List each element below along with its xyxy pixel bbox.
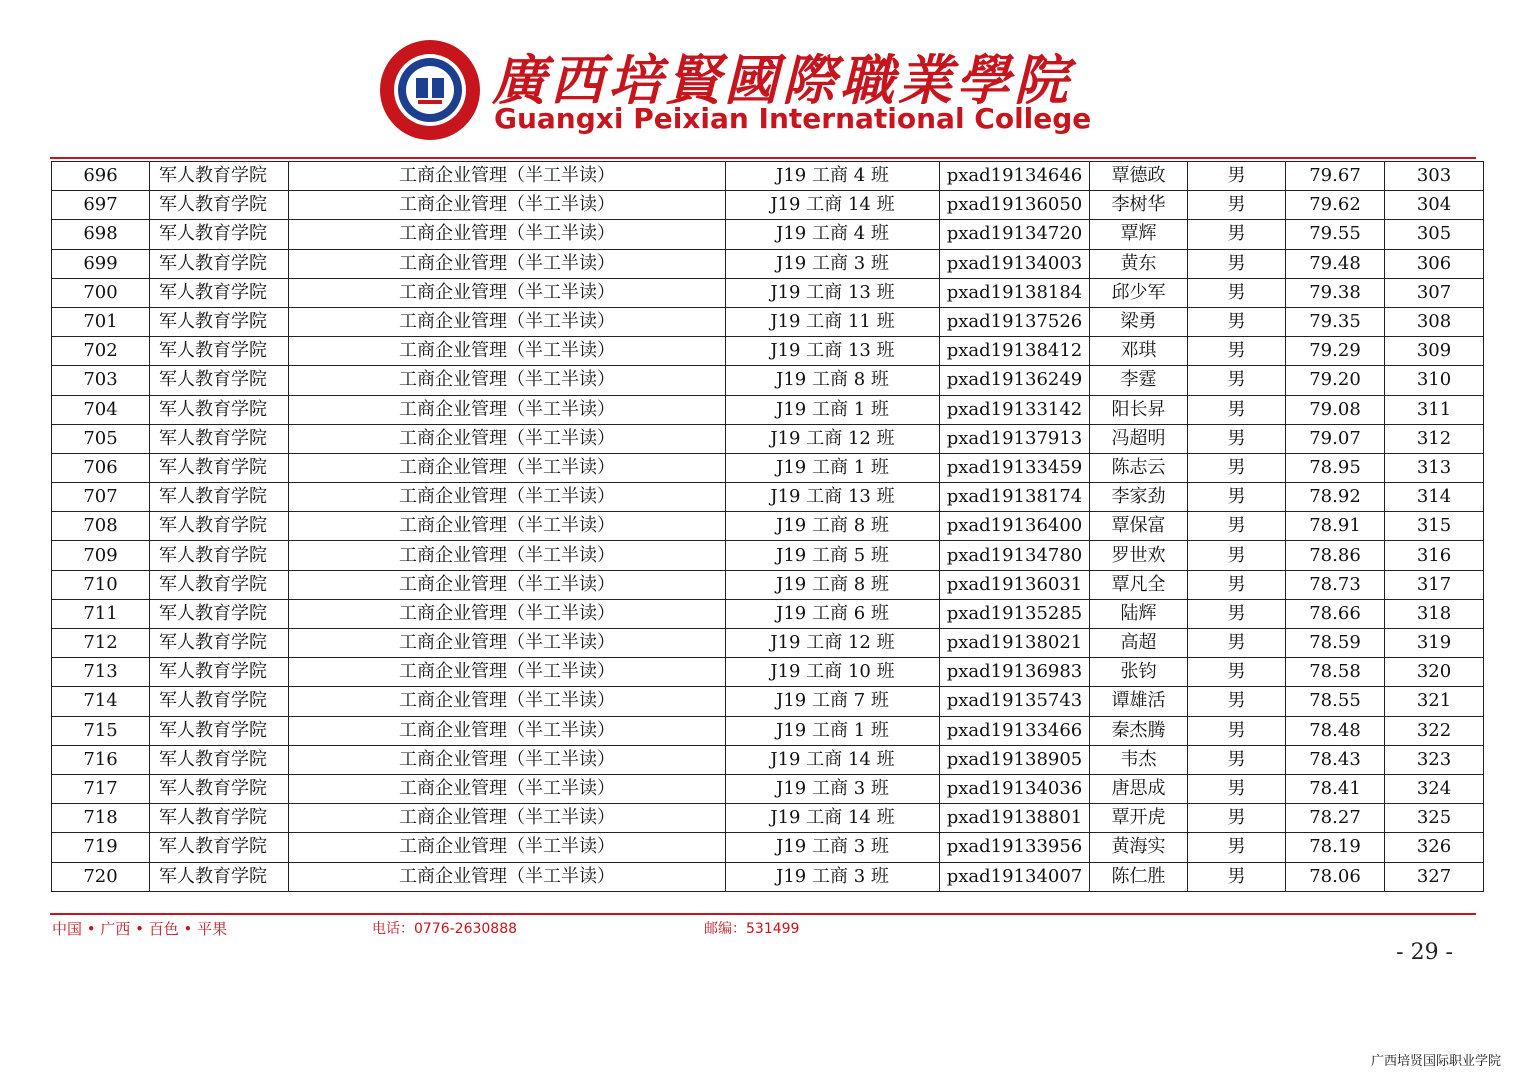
cell-gender: 男: [1188, 307, 1286, 336]
cell-student-id: pxad19135285: [940, 599, 1090, 628]
cell-class: J19 工商 3 班: [726, 249, 940, 278]
cell-rank: 319: [1385, 629, 1484, 658]
cell-major: 工商企业管理（半工半读）: [289, 716, 726, 745]
cell-rank: 314: [1385, 483, 1484, 512]
cell-major: 工商企业管理（半工半读）: [289, 599, 726, 628]
cell-name: 邓琪: [1090, 337, 1188, 366]
cell-student-id: pxad19136400: [940, 512, 1090, 541]
cell-rank: 321: [1385, 687, 1484, 716]
cell-major: 工商企业管理（半工半读）: [289, 862, 726, 891]
cell-name: 韦杰: [1090, 745, 1188, 774]
cell-gender: 男: [1188, 424, 1286, 453]
cell-name: 陈仁胜: [1090, 862, 1188, 891]
cell-student-id: pxad19136249: [940, 366, 1090, 395]
cell-score: 78.06: [1286, 862, 1385, 891]
table-row: [52, 337, 1484, 366]
cell-score: 79.20: [1286, 366, 1385, 395]
cell-seq: 716: [52, 745, 150, 774]
cell-student-id: pxad19136031: [940, 570, 1090, 599]
cell-rank: 311: [1385, 395, 1484, 424]
cell-gender: 男: [1188, 687, 1286, 716]
cell-rank: 310: [1385, 366, 1484, 395]
table-row: [52, 483, 1484, 512]
cell-class: J19 工商 10 班: [726, 658, 940, 687]
cell-seq: 717: [52, 774, 150, 803]
cell-student-id: pxad19138021: [940, 629, 1090, 658]
cell-rank: 317: [1385, 570, 1484, 599]
cell-class: J19 工商 7 班: [726, 687, 940, 716]
table-row: [52, 774, 1484, 803]
cell-score: 78.58: [1286, 658, 1385, 687]
cell-class: J19 工商 14 班: [726, 745, 940, 774]
cell-department: 军人教育学院: [150, 745, 289, 774]
cell-score: 78.48: [1286, 716, 1385, 745]
cell-score: 78.66: [1286, 599, 1385, 628]
college-name-chinese: 廣西培賢國際職業學院: [492, 48, 1072, 112]
cell-name: 李家劲: [1090, 483, 1188, 512]
cell-gender: 男: [1188, 862, 1286, 891]
cell-class: J19 工商 5 班: [726, 541, 940, 570]
cell-rank: 324: [1385, 774, 1484, 803]
cell-class: J19 工商 8 班: [726, 366, 940, 395]
cell-score: 79.67: [1286, 162, 1385, 191]
table-row: [52, 395, 1484, 424]
cell-department: 军人教育学院: [150, 483, 289, 512]
footer-zipcode: 邮编：531499: [704, 921, 800, 937]
cell-score: 78.59: [1286, 629, 1385, 658]
cell-name: 张钧: [1090, 658, 1188, 687]
table-row: [52, 162, 1484, 191]
cell-score: 79.55: [1286, 220, 1385, 249]
cell-name: 覃开虎: [1090, 804, 1188, 833]
cell-class: J19 工商 3 班: [726, 862, 940, 891]
cell-seq: 709: [52, 541, 150, 570]
cell-student-id: pxad19134003: [940, 249, 1090, 278]
cell-department: 军人教育学院: [150, 833, 289, 862]
cell-gender: 男: [1188, 599, 1286, 628]
table-row: [52, 716, 1484, 745]
cell-score: 79.07: [1286, 424, 1385, 453]
cell-score: 78.55: [1286, 687, 1385, 716]
cell-seq: 701: [52, 307, 150, 336]
cell-seq: 711: [52, 599, 150, 628]
cell-department: 军人教育学院: [150, 541, 289, 570]
cell-seq: 698: [52, 220, 150, 249]
cell-name: 梁勇: [1090, 307, 1188, 336]
cell-class: J19 工商 14 班: [726, 191, 940, 220]
cell-major: 工商企业管理（半工半读）: [289, 395, 726, 424]
cell-major: 工商企业管理（半工半读）: [289, 162, 726, 191]
cell-class: J19 工商 14 班: [726, 804, 940, 833]
cell-department: 军人教育学院: [150, 278, 289, 307]
cell-major: 工商企业管理（半工半读）: [289, 366, 726, 395]
table-row: [52, 424, 1484, 453]
table-row: [52, 833, 1484, 862]
table-row: [52, 541, 1484, 570]
cell-major: 工商企业管理（半工半读）: [289, 191, 726, 220]
cell-gender: 男: [1188, 716, 1286, 745]
cell-student-id: pxad19134646: [940, 162, 1090, 191]
table-row: [52, 366, 1484, 395]
cell-seq: 699: [52, 249, 150, 278]
cell-name: 阳长昇: [1090, 395, 1188, 424]
cell-student-id: pxad19138801: [940, 804, 1090, 833]
cell-student-id: pxad19138412: [940, 337, 1090, 366]
cell-gender: 男: [1188, 570, 1286, 599]
cell-name: 秦杰腾: [1090, 716, 1188, 745]
cell-seq: 705: [52, 424, 150, 453]
cell-student-id: pxad19135743: [940, 687, 1090, 716]
cell-gender: 男: [1188, 512, 1286, 541]
cell-rank: 327: [1385, 862, 1484, 891]
cell-seq: 715: [52, 716, 150, 745]
cell-seq: 702: [52, 337, 150, 366]
cell-department: 军人教育学院: [150, 804, 289, 833]
cell-name: 覃保富: [1090, 512, 1188, 541]
cell-seq: 696: [52, 162, 150, 191]
cell-student-id: pxad19138174: [940, 483, 1090, 512]
cell-major: 工商企业管理（半工半读）: [289, 307, 726, 336]
cell-seq: 703: [52, 366, 150, 395]
cell-seq: 712: [52, 629, 150, 658]
cell-class: J19 工商 12 班: [726, 424, 940, 453]
table-row: [52, 249, 1484, 278]
cell-name: 谭雄活: [1090, 687, 1188, 716]
cell-student-id: pxad19134720: [940, 220, 1090, 249]
cell-gender: 男: [1188, 483, 1286, 512]
cell-department: 军人教育学院: [150, 774, 289, 803]
cell-score: 78.95: [1286, 453, 1385, 482]
cell-department: 军人教育学院: [150, 716, 289, 745]
cell-rank: 326: [1385, 833, 1484, 862]
cell-major: 工商企业管理（半工半读）: [289, 774, 726, 803]
cell-major: 工商企业管理（半工半读）: [289, 512, 726, 541]
table-row: [52, 745, 1484, 774]
cell-department: 军人教育学院: [150, 687, 289, 716]
cell-major: 工商企业管理（半工半读）: [289, 424, 726, 453]
cell-department: 军人教育学院: [150, 862, 289, 891]
cell-department: 军人教育学院: [150, 220, 289, 249]
footer-phone: 电话：0776-2630888: [372, 921, 518, 937]
watermark-text: 广西培贤国际职业学院: [1370, 1054, 1501, 1069]
cell-name: 罗世欢: [1090, 541, 1188, 570]
cell-seq: 704: [52, 395, 150, 424]
cell-student-id: pxad19136050: [940, 191, 1090, 220]
cell-major: 工商企业管理（半工半读）: [289, 833, 726, 862]
cell-major: 工商企业管理（半工半读）: [289, 658, 726, 687]
table-body: [52, 162, 1484, 892]
cell-class: J19 工商 3 班: [726, 774, 940, 803]
cell-gender: 男: [1188, 191, 1286, 220]
cell-score: 79.38: [1286, 278, 1385, 307]
cell-name: 唐思成: [1090, 774, 1188, 803]
cell-rank: 307: [1385, 278, 1484, 307]
page-number: - 29 -: [1396, 940, 1453, 965]
table-row: [52, 570, 1484, 599]
cell-department: 军人教育学院: [150, 629, 289, 658]
cell-name: 李树华: [1090, 191, 1188, 220]
cell-department: 军人教育学院: [150, 307, 289, 336]
table-row: [52, 512, 1484, 541]
cell-student-id: pxad19137913: [940, 424, 1090, 453]
cell-student-id: pxad19134036: [940, 774, 1090, 803]
cell-seq: 700: [52, 278, 150, 307]
cell-department: 军人教育学院: [150, 512, 289, 541]
cell-gender: 男: [1188, 541, 1286, 570]
cell-rank: 312: [1385, 424, 1484, 453]
college-emblem-logo: [378, 38, 482, 142]
cell-student-id: pxad19134007: [940, 862, 1090, 891]
cell-major: 工商企业管理（半工半读）: [289, 483, 726, 512]
cell-score: 79.48: [1286, 249, 1385, 278]
cell-major: 工商企业管理（半工半读）: [289, 278, 726, 307]
header-divider: [50, 157, 1476, 159]
cell-rank: 323: [1385, 745, 1484, 774]
cell-score: 79.29: [1286, 337, 1385, 366]
cell-major: 工商企业管理（半工半读）: [289, 804, 726, 833]
cell-student-id: pxad19133466: [940, 716, 1090, 745]
cell-department: 军人教育学院: [150, 191, 289, 220]
cell-score: 78.41: [1286, 774, 1385, 803]
cell-seq: 718: [52, 804, 150, 833]
cell-gender: 男: [1188, 249, 1286, 278]
cell-class: J19 工商 11 班: [726, 307, 940, 336]
table-row: [52, 278, 1484, 307]
table-row: [52, 307, 1484, 336]
cell-rank: 313: [1385, 453, 1484, 482]
cell-major: 工商企业管理（半工半读）: [289, 337, 726, 366]
cell-seq: 707: [52, 483, 150, 512]
cell-name: 高超: [1090, 629, 1188, 658]
cell-class: J19 工商 13 班: [726, 337, 940, 366]
cell-gender: 男: [1188, 220, 1286, 249]
cell-class: J19 工商 12 班: [726, 629, 940, 658]
cell-rank: 325: [1385, 804, 1484, 833]
cell-gender: 男: [1188, 804, 1286, 833]
cell-student-id: pxad19136983: [940, 658, 1090, 687]
cell-gender: 男: [1188, 774, 1286, 803]
cell-major: 工商企业管理（半工半读）: [289, 220, 726, 249]
cell-gender: 男: [1188, 745, 1286, 774]
cell-department: 军人教育学院: [150, 424, 289, 453]
table-row: [52, 658, 1484, 687]
cell-rank: 305: [1385, 220, 1484, 249]
cell-department: 军人教育学院: [150, 249, 289, 278]
cell-department: 军人教育学院: [150, 658, 289, 687]
cell-class: J19 工商 1 班: [726, 395, 940, 424]
document-header: [0, 0, 1527, 160]
cell-department: 军人教育学院: [150, 570, 289, 599]
cell-rank: 318: [1385, 599, 1484, 628]
cell-class: J19 工商 8 班: [726, 512, 940, 541]
cell-student-id: pxad19133142: [940, 395, 1090, 424]
cell-name: 覃德政: [1090, 162, 1188, 191]
cell-seq: 719: [52, 833, 150, 862]
cell-name: 陈志云: [1090, 453, 1188, 482]
table-row: [52, 862, 1484, 891]
cell-name: 黄海实: [1090, 833, 1188, 862]
cell-student-id: pxad19133459: [940, 453, 1090, 482]
table-row: [52, 191, 1484, 220]
student-ranking-table: [51, 161, 1483, 892]
cell-rank: 322: [1385, 716, 1484, 745]
cell-score: 78.27: [1286, 804, 1385, 833]
cell-name: 陆辉: [1090, 599, 1188, 628]
cell-rank: 306: [1385, 249, 1484, 278]
cell-student-id: pxad19134780: [940, 541, 1090, 570]
cell-rank: 308: [1385, 307, 1484, 336]
cell-major: 工商企业管理（半工半读）: [289, 745, 726, 774]
cell-student-id: pxad19138905: [940, 745, 1090, 774]
cell-gender: 男: [1188, 366, 1286, 395]
cell-gender: 男: [1188, 658, 1286, 687]
cell-major: 工商企业管理（半工半读）: [289, 453, 726, 482]
cell-seq: 697: [52, 191, 150, 220]
table-row: [52, 453, 1484, 482]
footer-divider: [50, 913, 1476, 915]
cell-student-id: pxad19138184: [940, 278, 1090, 307]
cell-department: 军人教育学院: [150, 337, 289, 366]
table-row: [52, 804, 1484, 833]
cell-name: 黄东: [1090, 249, 1188, 278]
cell-seq: 706: [52, 453, 150, 482]
cell-rank: 303: [1385, 162, 1484, 191]
cell-score: 79.08: [1286, 395, 1385, 424]
cell-seq: 713: [52, 658, 150, 687]
cell-class: J19 工商 13 班: [726, 483, 940, 512]
cell-department: 军人教育学院: [150, 162, 289, 191]
cell-seq: 720: [52, 862, 150, 891]
cell-class: J19 工商 3 班: [726, 833, 940, 862]
cell-score: 78.19: [1286, 833, 1385, 862]
cell-department: 军人教育学院: [150, 599, 289, 628]
cell-score: 79.35: [1286, 307, 1385, 336]
cell-score: 78.91: [1286, 512, 1385, 541]
cell-student-id: pxad19137526: [940, 307, 1090, 336]
cell-major: 工商企业管理（半工半读）: [289, 570, 726, 599]
table-row: [52, 629, 1484, 658]
cell-score: 78.86: [1286, 541, 1385, 570]
footer-address: 中国 • 广西 • 百色 • 平果: [52, 920, 228, 938]
cell-department: 军人教育学院: [150, 453, 289, 482]
cell-seq: 714: [52, 687, 150, 716]
cell-major: 工商企业管理（半工半读）: [289, 687, 726, 716]
cell-seq: 710: [52, 570, 150, 599]
cell-class: J19 工商 1 班: [726, 453, 940, 482]
cell-gender: 男: [1188, 337, 1286, 366]
cell-gender: 男: [1188, 162, 1286, 191]
cell-rank: 316: [1385, 541, 1484, 570]
cell-gender: 男: [1188, 395, 1286, 424]
cell-name: 覃凡全: [1090, 570, 1188, 599]
cell-major: 工商企业管理（半工半读）: [289, 249, 726, 278]
cell-class: J19 工商 13 班: [726, 278, 940, 307]
table-row: [52, 687, 1484, 716]
table-row: [52, 220, 1484, 249]
cell-department: 军人教育学院: [150, 366, 289, 395]
cell-gender: 男: [1188, 453, 1286, 482]
cell-score: 78.43: [1286, 745, 1385, 774]
cell-class: J19 工商 8 班: [726, 570, 940, 599]
cell-major: 工商企业管理（半工半读）: [289, 629, 726, 658]
cell-name: 邱少军: [1090, 278, 1188, 307]
cell-rank: 320: [1385, 658, 1484, 687]
cell-gender: 男: [1188, 833, 1286, 862]
cell-name: 覃辉: [1090, 220, 1188, 249]
cell-score: 79.62: [1286, 191, 1385, 220]
cell-gender: 男: [1188, 629, 1286, 658]
cell-rank: 304: [1385, 191, 1484, 220]
cell-class: J19 工商 4 班: [726, 220, 940, 249]
cell-name: 李霆: [1090, 366, 1188, 395]
cell-gender: 男: [1188, 278, 1286, 307]
cell-name: 冯超明: [1090, 424, 1188, 453]
cell-class: J19 工商 6 班: [726, 599, 940, 628]
cell-seq: 708: [52, 512, 150, 541]
cell-score: 78.73: [1286, 570, 1385, 599]
table-row: [52, 599, 1484, 628]
cell-major: 工商企业管理（半工半读）: [289, 541, 726, 570]
cell-rank: 309: [1385, 337, 1484, 366]
cell-rank: 315: [1385, 512, 1484, 541]
cell-class: J19 工商 1 班: [726, 716, 940, 745]
cell-student-id: pxad19133956: [940, 833, 1090, 862]
cell-class: J19 工商 4 班: [726, 162, 940, 191]
cell-department: 军人教育学院: [150, 395, 289, 424]
cell-score: 78.92: [1286, 483, 1385, 512]
college-name-english: Guangxi Peixian International College: [494, 102, 1092, 135]
